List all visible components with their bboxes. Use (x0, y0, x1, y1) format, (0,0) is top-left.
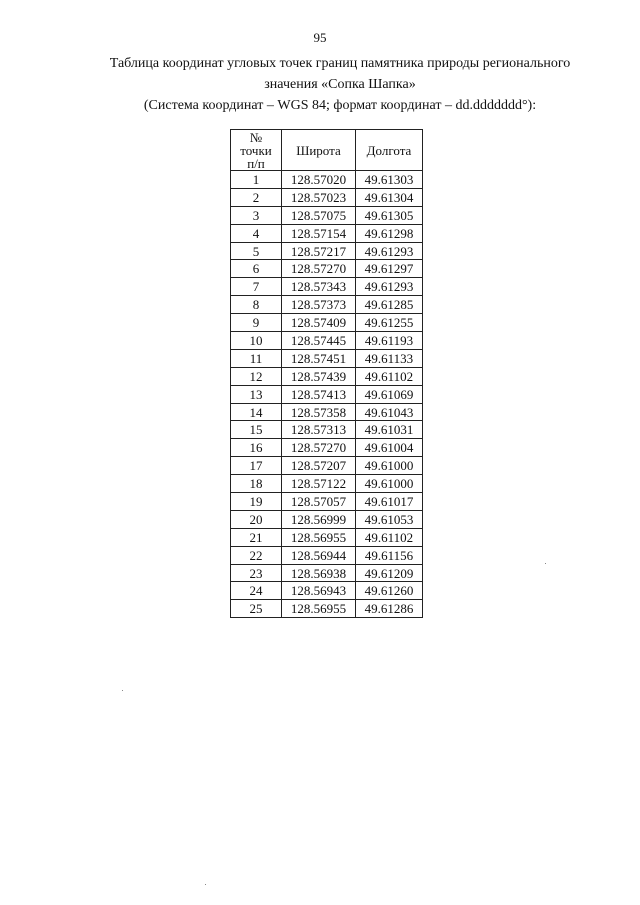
cell-latitude: 128.56955 (282, 528, 356, 546)
table-row (231, 224, 423, 242)
cell-point-number: 20 (231, 510, 282, 528)
cell-point-number: 10 (231, 332, 282, 350)
caption-line-2: значения «Сопка Шапка» (264, 77, 416, 92)
cell-latitude: 128.57439 (282, 367, 356, 385)
page-number: 95 (313, 30, 327, 45)
header-num-abbr: п/п (247, 155, 265, 171)
cell-point-number: 12 (231, 367, 282, 385)
cell-point-number: 6 (231, 260, 282, 278)
cell-longitude: 49.61193 (356, 332, 423, 350)
cell-point-number: 23 (231, 564, 282, 582)
cell-latitude: 128.57075 (282, 206, 356, 224)
cell-latitude: 128.57270 (282, 260, 356, 278)
table-row (231, 439, 423, 457)
cell-point-number: 8 (231, 296, 282, 314)
cell-longitude: 49.61209 (356, 564, 423, 582)
cell-point-number: 21 (231, 528, 282, 546)
cell-latitude: 128.57413 (282, 385, 356, 403)
header-latitude: Широта (282, 130, 356, 171)
cell-point-number: 11 (231, 349, 282, 367)
cell-longitude: 49.61133 (356, 349, 423, 367)
cell-latitude: 128.57270 (282, 439, 356, 457)
cell-latitude: 128.57343 (282, 278, 356, 296)
cell-longitude: 49.61053 (356, 510, 423, 528)
table-row (231, 528, 423, 546)
table-row (231, 314, 423, 332)
cell-longitude: 49.61043 (356, 403, 423, 421)
table-row (231, 457, 423, 475)
cell-latitude: 128.56955 (282, 600, 356, 618)
cell-point-number: 18 (231, 475, 282, 493)
table-row (231, 332, 423, 350)
cell-longitude: 49.61102 (356, 528, 423, 546)
cell-latitude: 128.57217 (282, 242, 356, 260)
cell-point-number: 16 (231, 439, 282, 457)
cell-latitude: 128.57020 (282, 171, 356, 189)
table-row (231, 349, 423, 367)
table-row (231, 278, 423, 296)
caption-line-3: (Система координат – WGS 84; формат координат – dd.ddddddd°): (143, 98, 537, 113)
cell-point-number: 19 (231, 493, 282, 511)
cell-point-number: 25 (231, 600, 282, 618)
cell-latitude: 128.57154 (282, 224, 356, 242)
cell-longitude: 49.61000 (356, 475, 423, 493)
cell-longitude: 49.61286 (356, 600, 423, 618)
scan-speck (205, 884, 206, 885)
table-row (231, 582, 423, 600)
table-row (231, 188, 423, 206)
cell-latitude: 128.57451 (282, 349, 356, 367)
table-row (231, 296, 423, 314)
cell-latitude: 128.57122 (282, 475, 356, 493)
cell-point-number: 9 (231, 314, 282, 332)
header-longitude: Долгота (356, 130, 423, 171)
cell-longitude: 49.61255 (356, 314, 423, 332)
table-caption (60, 53, 620, 116)
table-row (231, 385, 423, 403)
cell-point-number: 1 (231, 171, 282, 189)
cell-longitude: 49.61298 (356, 224, 423, 242)
cell-point-number: 5 (231, 242, 282, 260)
cell-point-number: 2 (231, 188, 282, 206)
table-row (231, 546, 423, 564)
cell-point-number: 17 (231, 457, 282, 475)
header-num-sign: № (249, 129, 263, 145)
cell-point-number: 13 (231, 385, 282, 403)
caption-line-1: Таблица координат угловых точек границ памятника природы регионального (109, 56, 571, 71)
cell-latitude: 128.56944 (282, 546, 356, 564)
cell-latitude: 128.57373 (282, 296, 356, 314)
cell-point-number: 3 (231, 206, 282, 224)
cell-longitude: 49.61304 (356, 188, 423, 206)
scan-speck (122, 690, 123, 691)
table-row (231, 510, 423, 528)
table-row (231, 475, 423, 493)
cell-point-number: 24 (231, 582, 282, 600)
cell-point-number: 15 (231, 421, 282, 439)
table-row (231, 421, 423, 439)
cell-latitude: 128.57445 (282, 332, 356, 350)
cell-point-number: 4 (231, 224, 282, 242)
table-row (231, 260, 423, 278)
table-row (231, 242, 423, 260)
cell-longitude: 49.61102 (356, 367, 423, 385)
cell-point-number: 22 (231, 546, 282, 564)
cell-latitude: 128.57023 (282, 188, 356, 206)
cell-longitude: 49.61017 (356, 493, 423, 511)
cell-latitude: 128.57313 (282, 421, 356, 439)
table-body (231, 171, 423, 618)
table-row (231, 564, 423, 582)
cell-latitude: 128.56943 (282, 582, 356, 600)
table-header-row (231, 130, 423, 171)
cell-latitude: 128.57409 (282, 314, 356, 332)
coordinates-table (230, 129, 423, 618)
cell-longitude: 49.61303 (356, 171, 423, 189)
table-row (231, 367, 423, 385)
cell-longitude: 49.61305 (356, 206, 423, 224)
cell-latitude: 128.56938 (282, 564, 356, 582)
cell-longitude: 49.61004 (356, 439, 423, 457)
cell-longitude: 49.61156 (356, 546, 423, 564)
cell-longitude: 49.61285 (356, 296, 423, 314)
table-row (231, 493, 423, 511)
table-row (231, 600, 423, 618)
cell-longitude: 49.61293 (356, 242, 423, 260)
table-row (231, 206, 423, 224)
table-row (231, 403, 423, 421)
header-num-word: точки (240, 142, 272, 158)
scan-speck (545, 563, 546, 564)
cell-point-number: 7 (231, 278, 282, 296)
header-point-number (231, 130, 282, 171)
cell-longitude: 49.61069 (356, 385, 423, 403)
cell-longitude: 49.61297 (356, 260, 423, 278)
cell-latitude: 128.57358 (282, 403, 356, 421)
cell-longitude: 49.61293 (356, 278, 423, 296)
table-row (231, 171, 423, 189)
cell-point-number: 14 (231, 403, 282, 421)
cell-longitude: 49.61260 (356, 582, 423, 600)
cell-longitude: 49.61000 (356, 457, 423, 475)
cell-longitude: 49.61031 (356, 421, 423, 439)
cell-latitude: 128.57057 (282, 493, 356, 511)
cell-latitude: 128.57207 (282, 457, 356, 475)
cell-latitude: 128.56999 (282, 510, 356, 528)
